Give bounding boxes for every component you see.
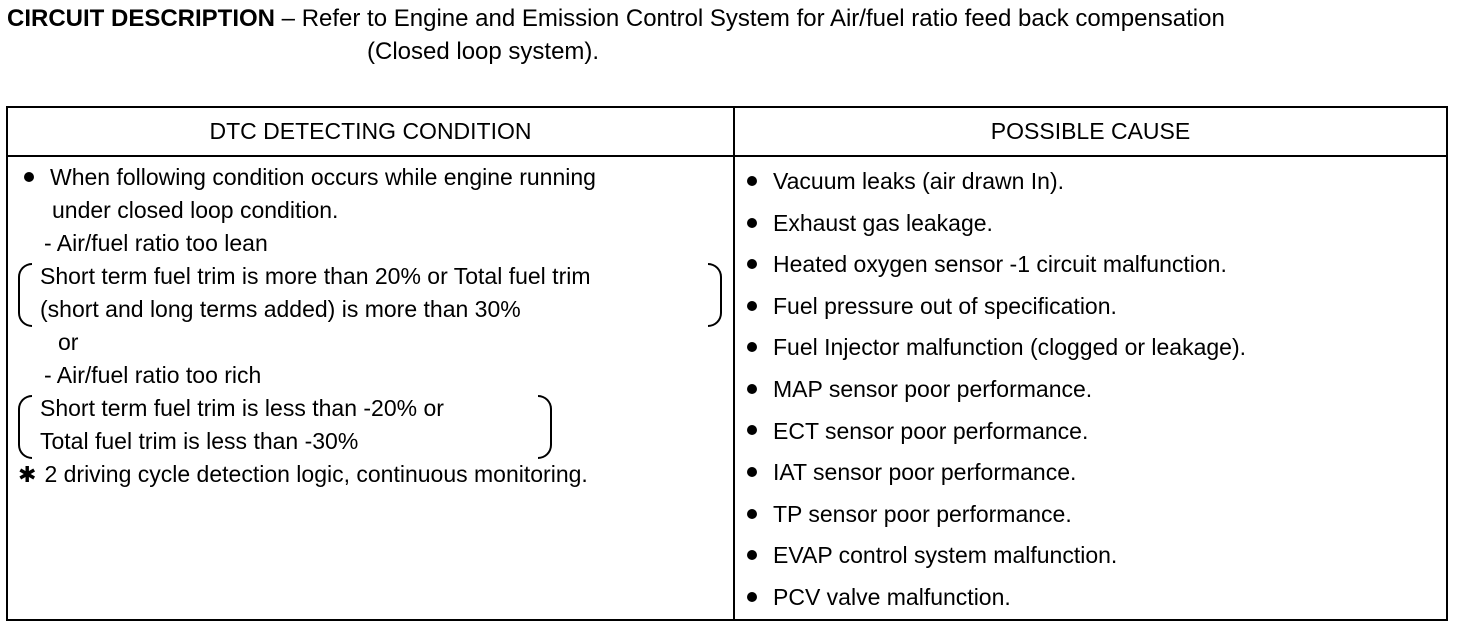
- cause-text: Exhaust gas leakage.: [773, 209, 993, 236]
- table-header-row: [7, 107, 1447, 156]
- lean-label: - Air/fuel ratio too lean: [44, 230, 268, 256]
- bullet-icon: [747, 425, 757, 435]
- description-text: – Refer to Engine and Emission Control System for Air/fuel ratio feed back compensation: [275, 5, 1225, 32]
- cause-text: Heated oxygen sensor -1 circuit malfunction.: [773, 251, 1227, 278]
- cause-text: MAP sensor poor performance.: [773, 375, 1093, 402]
- bullet-icon: [747, 259, 757, 269]
- cause-item: [747, 577, 1446, 619]
- cause-item: [747, 286, 1446, 328]
- circuit-description: [7, 2, 1467, 68]
- condition-cell: [7, 156, 734, 620]
- rich-line: Total fuel trim is less than -30%: [40, 428, 359, 454]
- cause-text: PCV valve malfunction.: [773, 583, 1011, 610]
- condition-content: [8, 157, 733, 491]
- bullet-icon: [747, 592, 757, 602]
- open-paren-icon: [18, 395, 32, 459]
- cause-text: Fuel pressure out of specification.: [773, 292, 1117, 319]
- bullet-icon: [747, 342, 757, 352]
- bullet-icon: [24, 172, 34, 182]
- bullet-icon: [747, 384, 757, 394]
- cause-item: [747, 494, 1446, 536]
- cause-item: [747, 203, 1446, 245]
- header-cause: POSSIBLE CAUSE: [734, 107, 1447, 156]
- bullet-icon: [747, 509, 757, 519]
- rich-line: Short term fuel trim is less than -20% or: [40, 395, 444, 421]
- note-line: [8, 458, 733, 491]
- cause-text: IAT sensor poor performance.: [773, 459, 1077, 486]
- bullet-icon: [747, 176, 757, 186]
- condition-text: When following condition occurs while engine running: [50, 164, 596, 190]
- dtc-table: [6, 106, 1448, 621]
- cause-cell: [734, 156, 1447, 620]
- table-body-row: [7, 156, 1447, 620]
- bullet-icon: [747, 301, 757, 311]
- condition-line: [8, 161, 733, 194]
- bullet-icon: [747, 467, 757, 477]
- cause-text: EVAP control system malfunction.: [773, 542, 1118, 569]
- close-paren-icon: [538, 395, 552, 459]
- lean-line: Short term fuel trim is more than 20% or Total fuel trim: [40, 263, 591, 289]
- header-condition: DTC DETECTING CONDITION: [7, 107, 734, 156]
- cause-item: [747, 244, 1446, 286]
- asterisk-icon: ✱: [18, 462, 37, 487]
- description-line-1: [7, 2, 1467, 35]
- cause-item: [747, 535, 1446, 577]
- rich-label: - Air/fuel ratio too rich: [44, 362, 262, 388]
- open-paren-icon: [18, 263, 32, 327]
- cause-list: [735, 157, 1446, 619]
- cause-item: [747, 327, 1446, 369]
- note-text: 2 driving cycle detection logic, continuous monitoring.: [44, 461, 588, 487]
- bullet-icon: [747, 550, 757, 560]
- or-label: or: [58, 329, 79, 355]
- description-label: CIRCUIT DESCRIPTION: [7, 5, 276, 32]
- bullet-icon: [747, 218, 757, 228]
- lean-line: (short and long terms added) is more than 30%: [40, 296, 521, 322]
- cause-item: [747, 452, 1446, 494]
- cause-item: [747, 411, 1446, 453]
- cause-item: [747, 161, 1446, 203]
- cause-item: [747, 369, 1446, 411]
- cause-text: TP sensor poor performance.: [773, 500, 1072, 527]
- cause-text: Fuel Injector malfunction (clogged or leakage).: [773, 334, 1247, 361]
- cause-text: Vacuum leaks (air drawn In).: [773, 168, 1065, 194]
- close-paren-icon: [708, 263, 722, 327]
- condition-line: under closed loop condition.: [52, 197, 339, 223]
- cause-text: ECT sensor poor performance.: [773, 417, 1089, 444]
- description-line-2: (Closed loop system).: [367, 38, 600, 65]
